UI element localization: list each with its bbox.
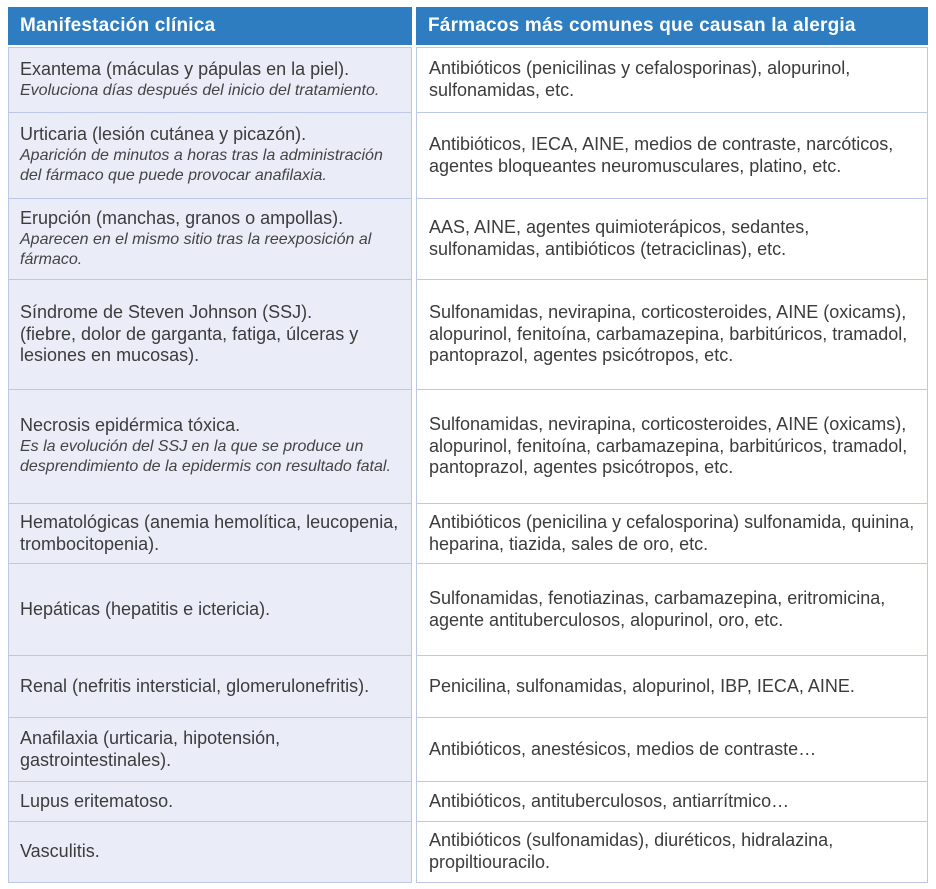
table-row [8,564,928,656]
manifestation-cell [8,47,412,113]
manifestation-cell [8,718,412,782]
drugs-cell [416,822,928,883]
drugs-cell [416,656,928,718]
column-header-manifestation: Manifestación clínica [8,7,412,45]
table-header-row [8,7,928,45]
manifestation-cell [8,564,412,656]
manifestation-title: Urticaria (lesión cutánea y picazón). [20,124,307,145]
manifestation-title: Renal (nefritis intersticial, glomerulonefritis). [20,675,370,696]
drugs-cell [416,390,928,504]
drugs-cell [416,504,928,564]
drugs-text: Antibióticos (penicilinas y cefalosporinas), alopurinol, sulfonamidas, etc. [429,58,851,100]
drugs-text: Sulfonamidas, nevirapina, corticosteroides, AINE (oxicams), alopurinol, fenitoína, carbamazepina, barbitúricos, tramadol, pantoprazol, agentes psicótropos, etc. [429,301,908,366]
manifestation-cell [8,390,412,504]
table-row [8,390,928,504]
table-row [8,280,928,390]
manifestation-cell [8,113,412,199]
table-row [8,718,928,782]
manifestation-cell [8,199,412,280]
manifestation-cell [8,280,412,390]
drugs-cell [416,564,928,656]
drugs-text: Sulfonamidas, nevirapina, corticosteroides, AINE (oxicams), alopurinol, fenitoína, carbamazepina, barbitúricos, tramadol, pantoprazol, agentes psicótropos, etc. [429,413,908,478]
manifestation-subtitle: (fiebre, dolor de garganta, fatiga, úlceras y lesiones en mucosas). [20,323,359,366]
drugs-text: AAS, AINE, agentes quimioterápicos, sedantes, sulfonamidas, antibióticos (tetraciclinas), etc. [429,217,810,259]
column-header-drugs: Fármacos más comunes que causan la alergia [416,7,928,45]
table-row [8,782,928,822]
manifestation-title: Hematológicas (anemia hemolítica, leucopenia, trombocitopenia). [20,511,399,554]
manifestation-note: Es la evolución del SSJ en la que se produce un desprendimiento de la epidermis con resultado fatal. [20,438,391,476]
manifestation-title: Anafilaxia (urticaria, hipotensión, gastrointestinales). [20,727,281,770]
manifestation-title: Hepáticas (hepatitis e ictericia). [20,598,271,619]
table-row [8,504,928,564]
manifestation-cell [8,656,412,718]
manifestation-cell [8,782,412,822]
manifestation-note: Aparición de minutos a horas tras la administración del fármaco que puede provocar anafilaxia. [20,147,383,185]
drugs-text: Antibióticos, anestésicos, medios de contraste… [429,738,817,759]
manifestation-title: Vasculitis. [20,841,100,862]
drug-allergy-table [8,7,928,883]
table-row [8,822,928,883]
manifestation-title: Síndrome de Steven Johnson (SSJ). [20,301,313,322]
drugs-cell [416,280,928,390]
drugs-text: Antibióticos (sulfonamidas), diuréticos, hidralazina, propiltiouracilo. [429,830,834,872]
drugs-text: Antibióticos, IECA, AINE, medios de contraste, narcóticos, agentes bloqueantes neuromusculares, platino, etc. [429,133,894,176]
drugs-cell [416,782,928,822]
table-row [8,47,928,113]
manifestation-cell [8,822,412,883]
drugs-cell [416,199,928,280]
table-row [8,199,928,280]
drugs-cell [416,718,928,782]
drugs-text: Sulfonamidas, fenotiazinas, carbamazepina, eritromicina, agente antituberculosos, alopurinol, oro, etc. [429,587,886,630]
drugs-cell [416,113,928,199]
drugs-cell [416,47,928,113]
manifestation-title: Lupus eritematoso. [20,790,174,811]
table-row [8,113,928,199]
manifestation-cell [8,504,412,564]
drugs-text: Antibióticos (penicilina y cefalosporina) sulfonamida, quinina, heparina, tiazida, sales de oro, etc. [429,511,915,554]
table-body [8,47,928,883]
table-row [8,656,928,718]
manifestation-note: Aparecen en el mismo sitio tras la reexposición al fármaco. [20,230,372,268]
drugs-text: Penicilina, sulfonamidas, alopurinol, IBP, IECA, AINE. [429,675,855,696]
drugs-text: Antibióticos, antituberculosos, antiarrítmico… [429,790,790,811]
manifestation-note: Evoluciona días después del inicio del tratamiento. [20,81,380,99]
manifestation-title: Erupción (manchas, granos o ampollas). [20,207,344,228]
manifestation-title: Exantema (máculas y pápulas en la piel). [20,58,350,79]
manifestation-title: Necrosis epidérmica tóxica. [20,415,241,436]
